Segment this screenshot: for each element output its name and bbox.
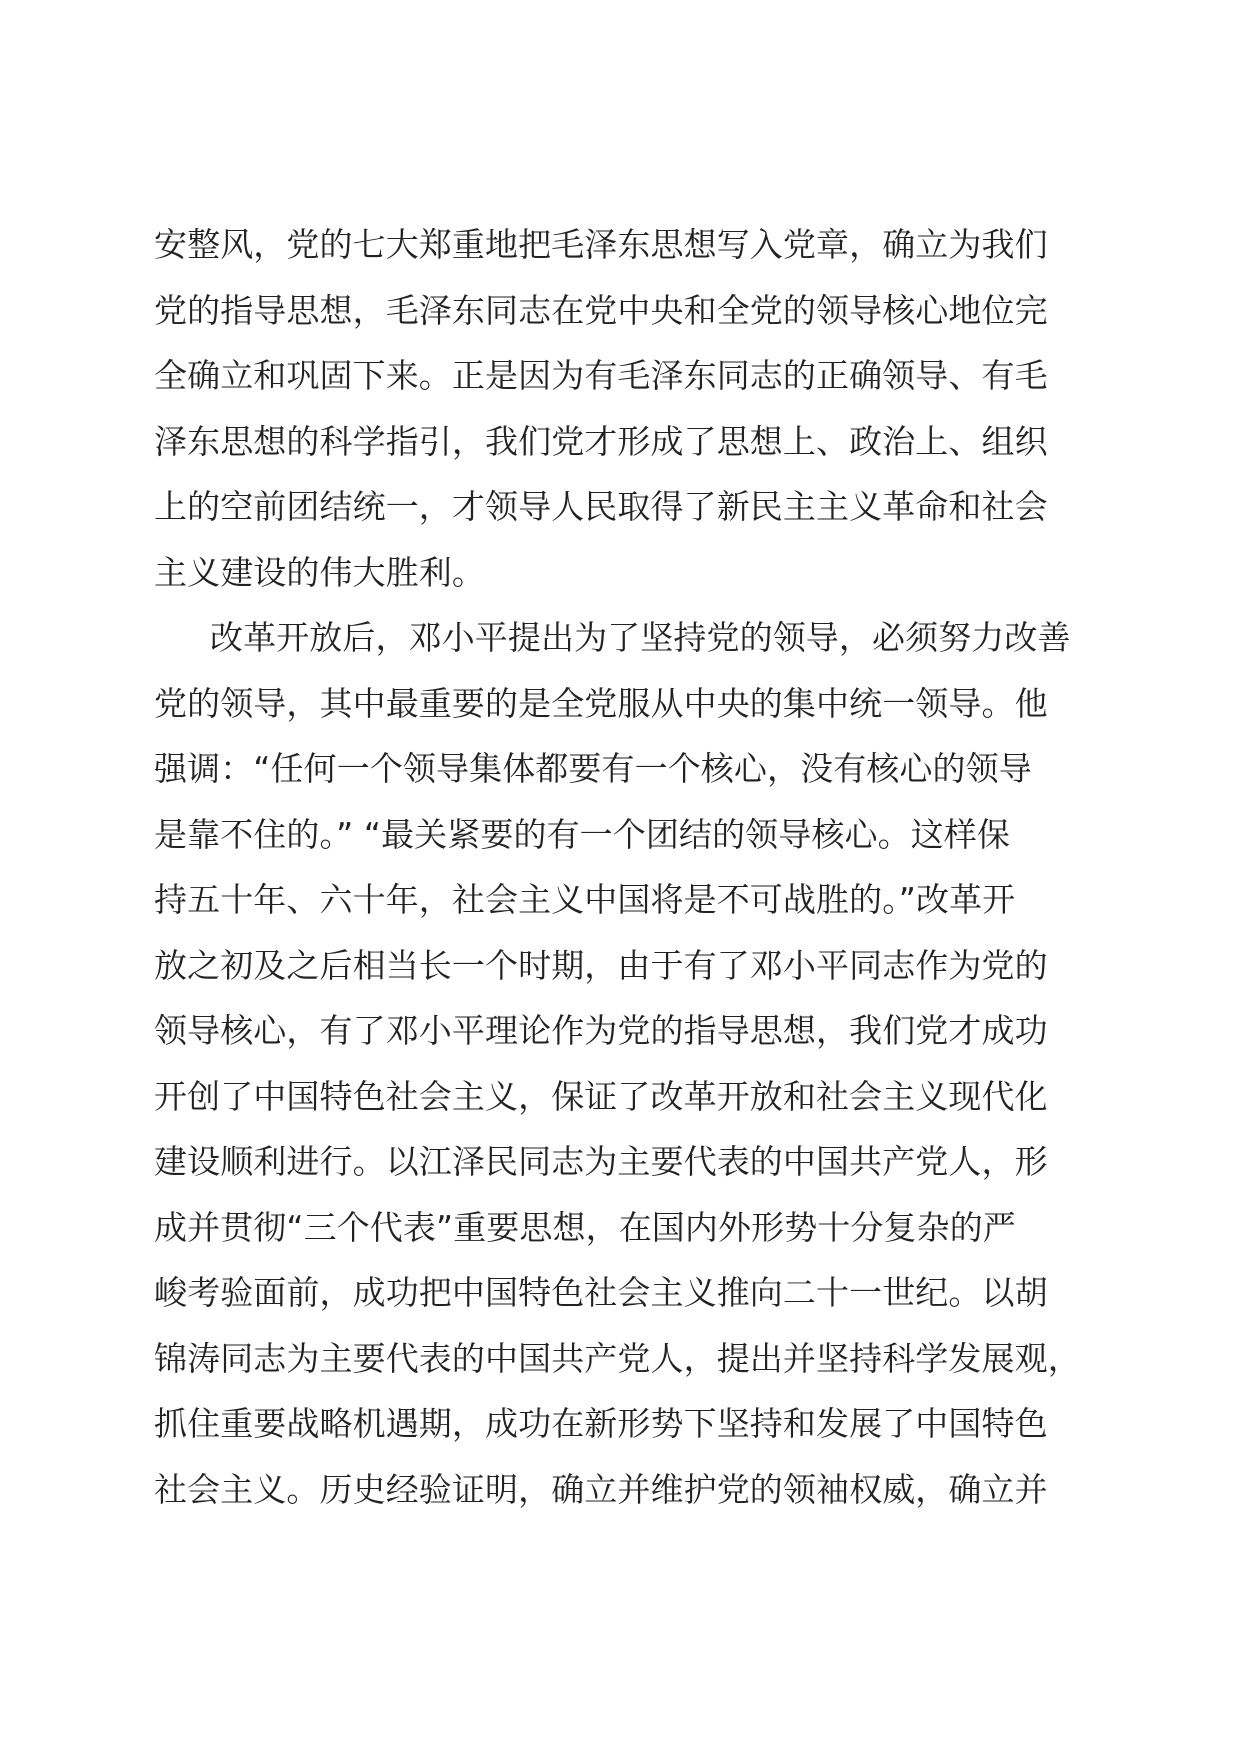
text-line: 开创了中国特色社会主义，保证了改革开放和社会主义现代化 [154,1076,1048,1116]
text-line: 成并贯彻“三个代表”重要思想，在国内外形势十分复杂的严 [154,1207,1016,1247]
text-line: 安整风，党的七大郑重地把毛泽东思想写入党章，确立为我们 [154,225,1048,264]
text-line: 持五十年、六十年，社会主义中国将是不可战胜的。”改革开 [154,880,1016,919]
body-text [154,212,1089,1522]
text-line: 建设顺利进行。以江泽民同志为主要代表的中国共产党人，形 [154,1142,1048,1181]
paragraph-start-line: 改革开放后，邓小平提出为了坚持党的领导，必须努力改善 [210,618,1071,657]
text-line: 放之初及之后相当长一个时期，由于有了邓小平同志作为党的 [154,945,1048,985]
text-line: 党的指导思想，毛泽东同志在党中央和全党的领导核心地位完 [154,290,1048,330]
text-line: 社会主义。历史经验证明，确立并维护党的领袖权威，确立并 [154,1469,1048,1509]
text-line: 抓住重要战略机遇期，成功在新形势下坚持和发展了中国特色 [154,1404,1048,1443]
text-line: 锦涛同志为主要代表的中国共产党人，提出并坚持科学发展观， [154,1338,1081,1378]
text-line: 领导核心，有了邓小平理论作为党的指导思想，我们党才成功 [154,1011,1048,1050]
text-line: 全确立和巩固下来。正是因为有毛泽东同志的正确领导、有毛 [154,356,1048,395]
text-line: 泽东思想的科学指引，我们党才形成了思想上、政治上、组织 [154,421,1048,461]
text-line: 峻考验面前，成功把中国特色社会主义推向二十一世纪。以胡 [154,1273,1048,1312]
text-line: 党的领导，其中最重要的是全党服从中央的集中统一领导。他 [154,683,1048,723]
text-line: 上的空前团结统一，才领导人民取得了新民主主义革命和社会 [154,487,1048,526]
text-line: 是靠不住的。” “最关紧要的有一个团结的领导核心。这样保 [154,814,1010,854]
text-line: 强调：“任何一个领导集体都要有一个核心，没有核心的领导 [154,749,1032,788]
text-line: 主义建设的伟大胜利。 [154,552,485,592]
